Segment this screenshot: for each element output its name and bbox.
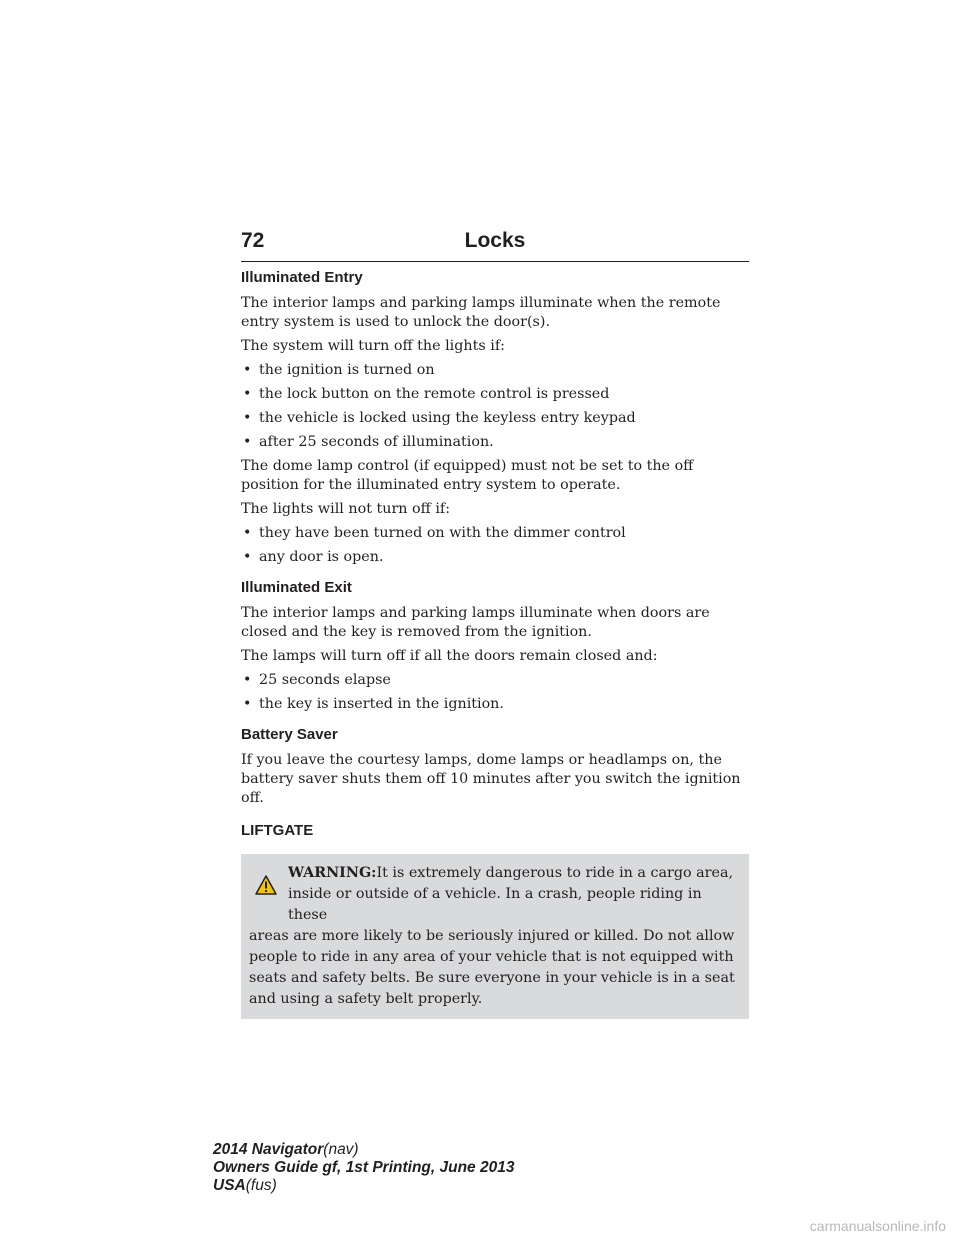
paragraph: The system will turn off the lights if: [241,338,505,354]
footer-market: USA [213,1177,246,1194]
bullet-icon: • [243,434,252,450]
warning-box [241,854,749,1019]
bullet-icon: • [243,549,252,565]
bullet-icon: • [243,362,252,378]
paragraph: If you leave the courtesy lamps, dome lamps or headlamps on, the battery saver shuts them off 10 minutes after you switch the ignition off. [241,752,741,806]
list-item [241,548,749,567]
paragraph: The dome lamp control (if equipped) must not be set to the off position for the illuminated entry system to operate. [241,458,694,493]
page-header [241,228,749,262]
list-item-text: 25 seconds elapse [259,672,391,688]
section-title: Locks [464,229,526,252]
list-item [241,385,749,404]
list-item-text: after 25 seconds of illumination. [259,434,494,450]
footer-market-code: (fus) [245,1177,277,1194]
bullet-icon: • [243,410,252,426]
watermark: carmanualsonline.info [809,1218,946,1234]
paragraph: The interior lamps and parking lamps illuminate when the remote entry system is used to unlock the door(s). [241,295,721,330]
list-item-text: the vehicle is locked using the keyless entry keypad [259,410,636,426]
paragraph: The lights will not turn off if: [241,501,451,517]
page-number: 72 [241,229,265,252]
paragraph: The lamps will turn off if all the doors remain closed and: [241,648,658,664]
warning-triangle-icon [255,875,277,895]
warning-line-1 [288,863,741,884]
list-item [241,361,749,380]
list-item [241,671,749,690]
warning-body: areas are more likely to be seriously injured or killed. Do not allow people to ride in any area of your vehicle that is not equipped with seats and safety belts. Be sure everyone in your vehicle is in a seat and using a safety belt properly. [249,928,735,1007]
footer-guide: Owners Guide gf, 1st Printing, June 2013 [213,1159,515,1176]
heading-battery-saver: Battery Saver [241,726,338,743]
list-item [241,433,749,452]
bullet-icon: • [243,672,252,688]
footer-line-market [213,1177,514,1195]
list-item-text: the key is inserted in the ignition. [259,696,504,712]
footer [213,1141,514,1195]
list-item-text: they have been turned on with the dimmer control [259,525,626,541]
warning-intro [249,863,741,926]
bullet-icon: • [243,696,252,712]
list-item-text: the ignition is turned on [259,362,435,378]
paragraph: The interior lamps and parking lamps illuminate when doors are closed and the key is removed from the ignition. [241,605,710,640]
heading-illuminated-entry: Illuminated Entry [241,269,363,286]
footer-model: 2014 Navigator [213,1141,324,1158]
list-item [241,524,749,543]
heading-illuminated-exit: Illuminated Exit [241,579,352,596]
heading-liftgate: LIFTGATE [241,822,314,839]
list-item [241,409,749,428]
footer-model-code: (nav) [323,1141,359,1158]
bullet-icon: • [243,525,252,541]
list-item-text: the lock button on the remote control is pressed [259,386,610,402]
page-content [241,269,749,1019]
warning-line-2: inside or outside of a vehicle. In a crash, people riding in these [288,886,702,923]
footer-line-model [213,1141,514,1159]
warning-label: WARNING: [288,865,377,881]
list-item-text: any door is open. [259,549,384,565]
list-item [241,695,749,714]
warning-text: It is extremely dangerous to ride in a cargo area, [376,865,734,881]
bullet-icon: • [243,386,252,402]
